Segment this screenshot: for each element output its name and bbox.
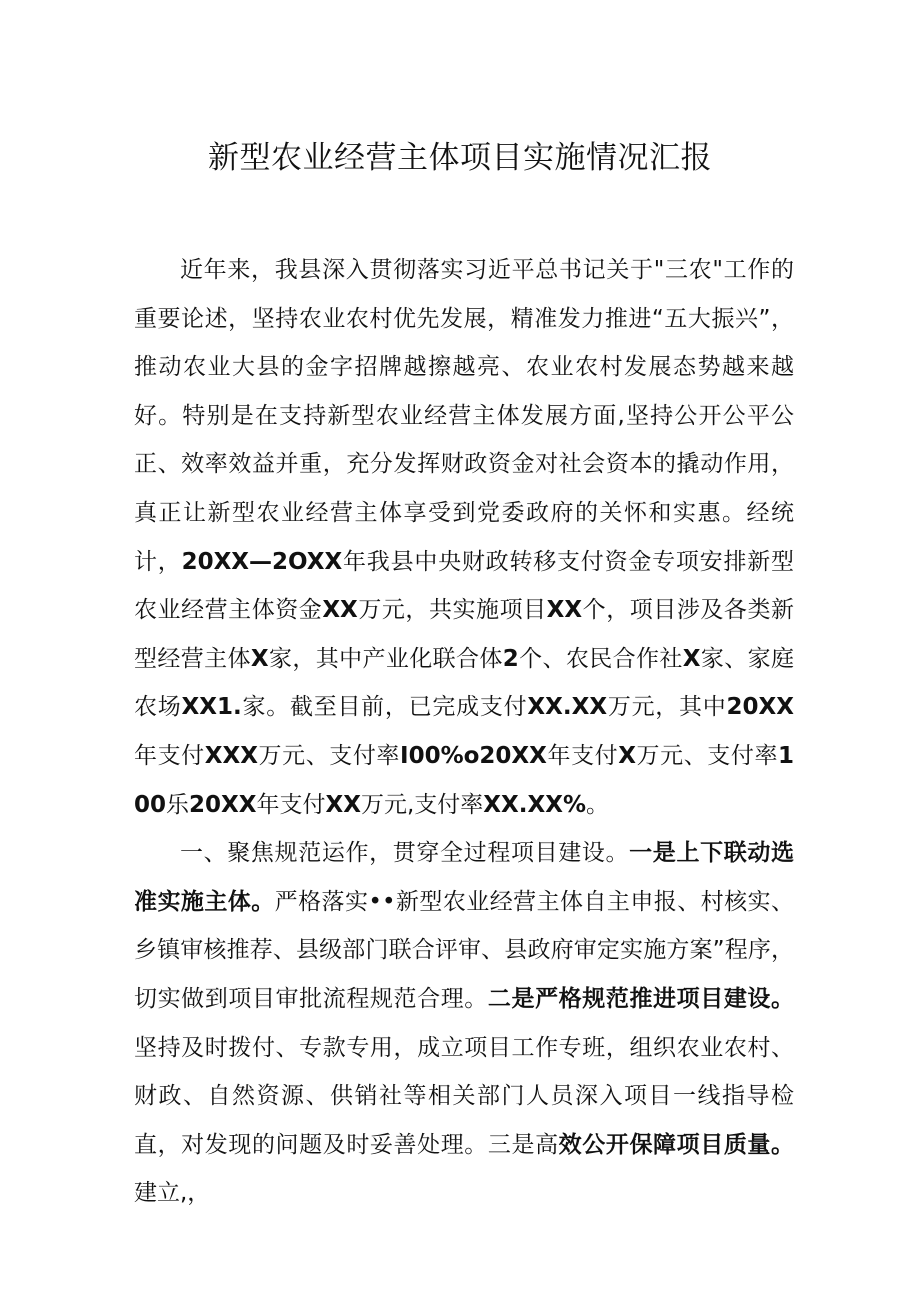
bold-text-run: XX.XX% bbox=[483, 791, 586, 818]
paragraph-intro bbox=[134, 246, 794, 829]
text-run: 。 bbox=[586, 791, 609, 818]
document-body bbox=[134, 246, 794, 1218]
text-run: 近年来，我县深入贯彻落实习近平总书记关于"三农"工作的重要论述，坚持农业农村优先发展，精准发力推进“五大振兴”，推动农业大县的金字招牌越擦越亮、农业农村发展态势越来越好。特别是在支持新型农业经营主体发展方面,坚持公开公平公正、效率效益并重，充分发挥财政资金对社会资本的撬动作用，真正让新型农业经营主体享受到党委政府的关怀和实惠。经统计， bbox=[134, 257, 794, 575]
bold-text-run: 20XX—2OXX bbox=[181, 548, 343, 575]
bold-text-run: 二是严格规范推进项目建设。 bbox=[487, 985, 795, 1012]
bold-text-run: 2 bbox=[502, 645, 519, 672]
bold-text-run: XX bbox=[322, 597, 358, 624]
text-run: 家、家庭农场 bbox=[134, 645, 795, 721]
text-run: 年我县中央财政转移支付资金专项安排新型农业经营主体资金 bbox=[134, 548, 795, 624]
bold-text-run: 效公开保障项目质量。 bbox=[558, 1131, 795, 1158]
text-run: 年支付 bbox=[546, 742, 619, 769]
text-run: 万元、支付率 bbox=[635, 742, 779, 769]
text-run: 家。截至目前，已完成支付 bbox=[241, 694, 528, 721]
text-run: 个，项目涉及各类新型经营主体 bbox=[134, 597, 795, 672]
text-run: 乐 bbox=[166, 791, 190, 818]
bold-text-run: XX bbox=[546, 597, 583, 624]
text-run: 个、农民合作社 bbox=[518, 645, 683, 672]
bold-text-run: XX bbox=[325, 791, 361, 818]
text-run: 家，其中产业化联合体 bbox=[268, 645, 503, 672]
bold-text-run: 一是上下联动选准实施主体。 bbox=[134, 840, 795, 915]
bold-text-run: XX1. bbox=[181, 694, 242, 721]
bold-text-run: XX.XX bbox=[527, 694, 608, 721]
bold-text-run: X bbox=[682, 645, 701, 672]
text-run: 万元，其中 bbox=[607, 694, 727, 721]
bold-text-run: 20XX bbox=[726, 694, 795, 721]
bold-text-run: X bbox=[618, 742, 636, 769]
text-run: 一、聚焦规范运作，贯穿全过程项目建设。 bbox=[180, 840, 630, 867]
bold-text-run: 20XX bbox=[189, 791, 257, 818]
text-run: 年支付 bbox=[134, 742, 205, 769]
bold-text-run: I00%o20XX bbox=[400, 742, 547, 769]
text-run: 严格落实••新型农业经营主体自主申报、村核实、乡镇审核推荐、县级部门联合评审、县政府审定实施方案”程序，切实做到项目审批流程规范合理。 bbox=[134, 888, 794, 1012]
text-run: 年支付 bbox=[256, 791, 326, 818]
bold-text-run: XXX bbox=[204, 742, 258, 769]
text-run: 建立,， bbox=[134, 1180, 211, 1207]
text-run: 万元、支付率 bbox=[257, 742, 401, 769]
bold-text-run: X bbox=[250, 645, 269, 672]
text-run: 坚持及时拨付、专款专用，成立项目工作专班，组织农业农村、财政、自然资源、供销社等相关部门人员深入项目一线指导检直，对发现的问题及时妥善处理。三是高 bbox=[134, 1034, 794, 1158]
text-run: 万元，共实施项目 bbox=[357, 597, 547, 624]
bold-text-run: 100 bbox=[134, 742, 795, 818]
document-title: 新型农业经营主体项目实施情况汇报 bbox=[208, 140, 712, 176]
paragraph-section-one bbox=[134, 829, 794, 1218]
text-run: 万元,支付率 bbox=[360, 791, 484, 818]
